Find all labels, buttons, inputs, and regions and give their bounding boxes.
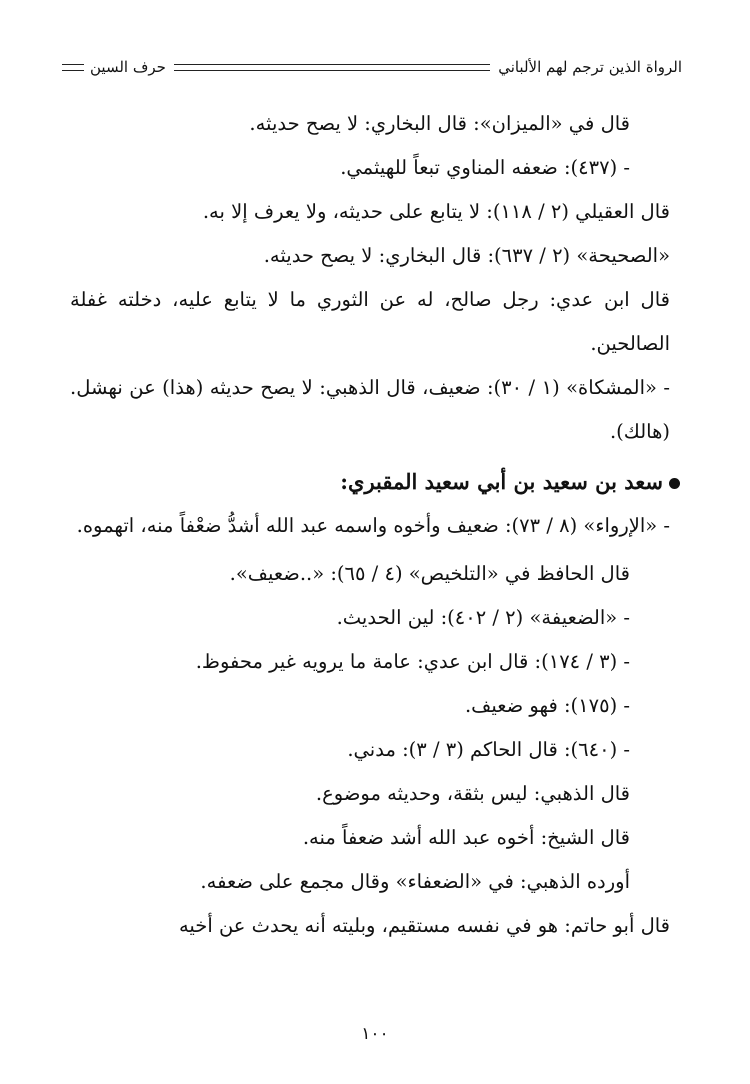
entry-heading-text: سعد بن سعيد بن أبي سعيد المقبري: bbox=[340, 469, 663, 494]
text-line: - (٣ / ١٧٤): قال ابن عدي: عامة ما يرويه غير محفوظ. bbox=[195, 650, 630, 673]
text-line: أورده الذهبي: في «الضعفاء» وقال مجمع على ضعفه. bbox=[200, 870, 630, 893]
text-line: قال الحافظ في «التلخيص» (٤ / ٦٥): «..ضعيف». bbox=[229, 562, 630, 585]
paragraph: - «الإرواء» (٨ / ٧٣): ضعيف وأخوه واسمه عبد الله أشدُّ ضعْفاً منه، اتهموه. bbox=[76, 514, 670, 537]
text-line: - «الضعيفة» (٢ / ٤٠٢): لين الحديث. bbox=[336, 606, 630, 629]
text-line: قال في «الميزان»: قال البخاري: لا يصح حديثه. bbox=[249, 112, 630, 135]
text-line: - (١٧٥): فهو ضعيف. bbox=[464, 694, 630, 717]
section-title: حرف السين bbox=[90, 58, 166, 76]
text-line: قال الذهبي: ليس بثقة، وحديثه موضوع. bbox=[315, 782, 630, 805]
entry-heading bbox=[70, 460, 680, 504]
text-line: قال الشيخ: أخوه عبد الله أشد ضعفاً منه. bbox=[302, 826, 630, 849]
header-rule bbox=[174, 64, 490, 71]
text-line: قال أبو حاتم: هو في نفسه مستقيم، وبليته أنه يحدث عن أخيه bbox=[178, 914, 670, 937]
paragraph: - «المشكاة» (١ / ٣٠): ضعيف، قال الذهبي: لا يصح حديثه (هذا) عن نهشل. (هالك). bbox=[70, 376, 670, 443]
text-line: قال العقيلي (٢ / ١١٨): لا يتابع على حديثه، ولا يعرف إلا به. bbox=[202, 200, 670, 223]
text-line: «الصحيحة» (٢ / ٦٣٧): قال البخاري: لا يصح حديثه. bbox=[263, 244, 670, 267]
page-body bbox=[70, 102, 670, 948]
header-end-rule bbox=[62, 64, 84, 71]
book-title: الرواة الذين ترجم لهم الألباني bbox=[498, 58, 682, 76]
text-line: - (٦٤٠): قال الحاكم (٣ / ٣): مدني. bbox=[347, 738, 630, 761]
page-number: ١٠٠ bbox=[361, 1024, 389, 1044]
running-header bbox=[62, 52, 682, 82]
bullet-icon bbox=[669, 478, 680, 489]
paragraph: قال ابن عدي: رجل صالح، له عن الثوري ما لا يتابع عليه، دخلته غفلة الصالحين. bbox=[70, 288, 670, 355]
text-line: - (٤٣٧): ضعفه المناوي تبعاً للهيثمي. bbox=[340, 156, 630, 179]
